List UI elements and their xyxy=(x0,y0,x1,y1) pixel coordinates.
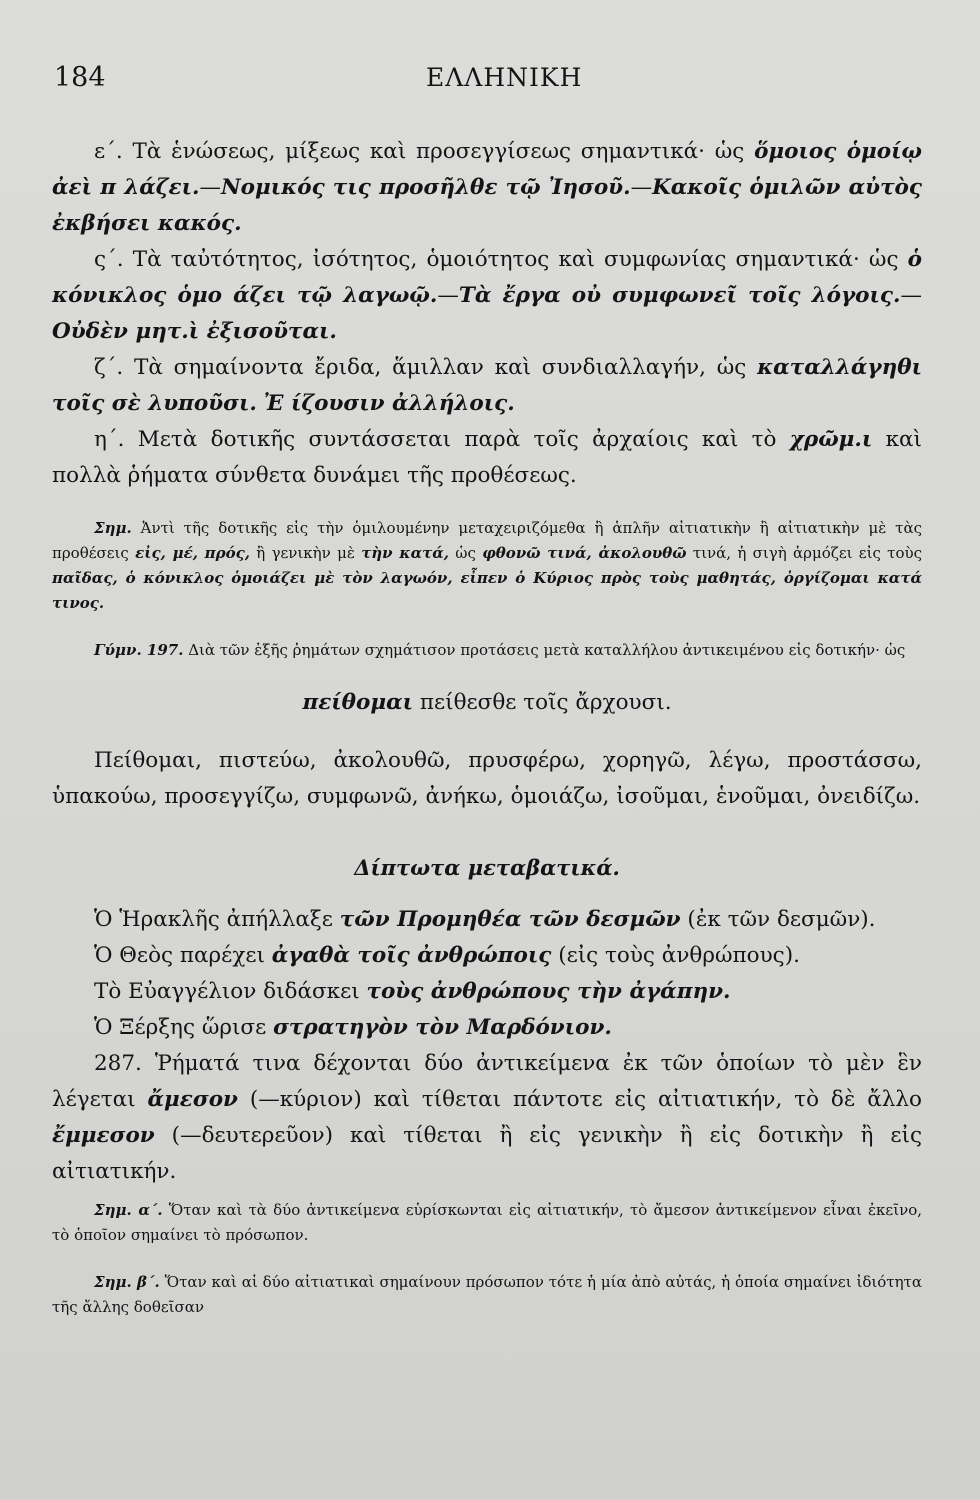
section-i: η΄. Μετὰ δοτικῆς συντάσσεται παρὰ τοῖς ἀρχαίοις καὶ τὸ χρῶμ.ι καὶ πολλὰ ῥήματα σύνθετα δυνάμει τῆς προθέσεως. xyxy=(52,427,922,488)
paragraph-287: 287. Ῥήματά τινα δέχονται δύο ἀντικείμενα ἐκ τῶν ὁποίων τὸ μὲν ἓν λέγεται ἄμεσον (—κύριον) καὶ τίθεται πάντοτε εἰς αἰτιατικήν, τὸ δὲ ἄλλο ἔμμεσον (—δευτερεῦον) καὶ τίθεται ἢ εἰς γενικὴν ἢ εἰς δοτικὴν ἢ εἰς αἰτιατικήν. xyxy=(52,1051,922,1184)
note-b: Σημ. β΄. Ὅταν καὶ αἱ δύο αἰτιατικαὶ σημαίνουν πρόσωπον τότε ἡ μία ἀπὸ αὐτάς, ἡ ὁποία σημαίνει ἰδιότητα τῆς ἄλλης δοθεῖσαν xyxy=(52,1273,922,1316)
note-a: Σημ. α΄. Ὅταν καὶ τὰ δύο ἀντικείμενα εὑρίσκωνται εἰς αἰτιατικήν, τὸ ἄμεσον ἀντικείμενον εἶναι ἐκεῖνο, τὸ ὁποῖον σημαίνει τὸ πρόσωπον. xyxy=(52,1201,923,1244)
section-z: ζ΄. Τὰ σημαίνοντα ἔριδα, ἅμιλλαν καὶ συνδιαλλαγήν, ὡς καταλλάγηθι τοῖς σὲ λυποῦσι. Ἐ ίζουσιν ἀλλήλοις. xyxy=(52,355,922,416)
examples-list xyxy=(52,902,922,1046)
subheading-diptota: Δίπτωτα μεταβατικά. xyxy=(354,855,620,880)
section-e: ε΄. Τὰ ἑνώσεως, μίξεως καὶ προσεγγίσεως σημαντικά· ὡς ὅμοιος ὁμοίῳ ἀεὶ π λάζει.—Νομικός τις προσῆλθε τῷ Ἰησοῦ.—Κακοῖς ὁμιλῶν αὐτὸς ἐκβήσει κακός. xyxy=(52,139,922,236)
exercise-197: Γύμν. 197. Διὰ τῶν ἑξῆς ῥημάτων σχημάτισον προτάσεις μετὰ καταλλήλου ἀντικειμένου εἰς δοτικήν· ὡς xyxy=(94,641,906,659)
running-title: ΕΛΛΗΝΙΚΗ xyxy=(426,63,583,92)
example-item: Ὁ Θεὸς παρέχει ἀγαθὰ τοῖς ἀνθρώποις (εἰς τοὺς ἀνθρώπους). xyxy=(94,943,800,968)
section-st: ς΄. Τὰ ταὐτότητος, ἰσότητος, ὁμοιότητος καὶ συμφωνίας σημαντικά· ὡς ὁ κόνικλος ὁμο άζει τῷ λαγωῷ.—Τὰ ἔργα οὐ συμφωνεῖ τοῖς λόγοις.—Οὐδὲν μητ.ὶ ἐξισοῦται. xyxy=(52,247,923,344)
verb-list: Πείθομαι, πιστεύω, ἀκολουθῶ, πρυσφέρω, χορηγῶ, λέγω, προστάσσω, ὑπακούω, προσεγγίζω, συμφωνῶ, ἀνήκω, ὁμοιάζω, ἰσοῦμαι, ἑνοῦμαι, ὀνειδίζω. xyxy=(52,748,922,809)
note-1: Σημ. Ἀντὶ τῆς δοτικῆς εἰς τὴν ὁμιλουμένην μεταχειριζόμεθα ἢ ἁπλῆν αἰτιατικὴν ἢ αἰτιατικὴν μὲ τὰς προθέσεις εἰς, μέ, πρός, ἢ γενικὴν μὲ τὴν κατά, ὡς φθονῶ τινά, ἀκολουθῶ τινά, ἡ σιγὴ ἁρμόζει εἰς τοὺς παῖδας, ὁ κόνικλος ὁμοιάζει μὲ τὸν λαγωόν, εἶπεν ὁ Κύριος πρὸς τοὺς μαθητάς, ὀργίζομαι κατά τινος. xyxy=(52,519,923,612)
page-number: 184 xyxy=(54,62,106,93)
example-item: Τὸ Εὐαγγέλιον διδάσκει τοὺς ἀνθρώπους τὴν ἀγάπην. xyxy=(94,979,731,1004)
example-item: Ὁ Ἡρακλῆς ἀπήλλαξε τῶν Προμηθέα τῶν δεσμῶν (ἐκ τῶν δεσμῶν). xyxy=(94,907,876,932)
example-line: πείθομαι πείθεσθε τοῖς ἄρχουσι. xyxy=(302,690,672,715)
page-header xyxy=(52,62,922,112)
example-item: Ὁ Ξέρξης ὥρισε στρατηγὸν τὸν Μαρδόνιον. xyxy=(94,1015,612,1040)
